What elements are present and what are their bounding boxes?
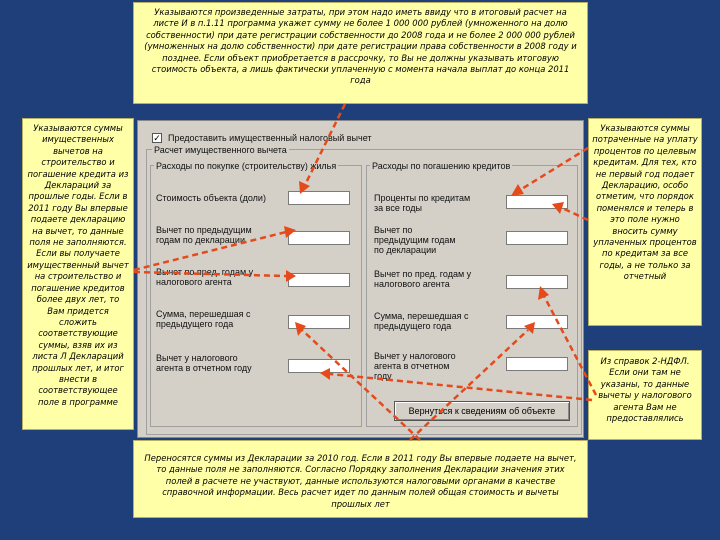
note-left: Указываются суммы имущественных вычетов на строительство и погашение кредита из Деклараций за прошлые годы. Если в 2011 году Вы впервые подаете декларацию на вычет, то данные поля не заполняются. Если вы получаете имущественный вычет на строительство и погашение кредитов более двух лет, то Вам придется сложить соответствующие суммы, взяв их из листа Л Деклараций прошлых лет, и итог внести в соответствующее поле в программе xyxy=(22,118,134,430)
carryover-sum-label: Сумма, перешедшая с предыдущего года xyxy=(156,309,251,329)
purchase-expenses-title: Расходы по покупке (строительству) жилья xyxy=(156,161,337,171)
loan-prev-agent-label: Вычет по пред. годам у налогового агента xyxy=(374,269,472,289)
loan-interest-label: Проценты по кредитам за все годы xyxy=(374,193,471,213)
deduction-checkbox-label: Предоставить имущественный налоговый вычет xyxy=(168,133,372,143)
prev-years-agent-input[interactable] xyxy=(288,273,350,287)
loan-carryover-input[interactable] xyxy=(506,315,568,329)
note-right-top: Указываются суммы потраченные на уплату процентов по целевым кредитам. Для тех, кто не первый год подает Декларацию, особо отметим, что порядок поменялся и теперь в это поле нужно вносить сумму уплаченных процентов по кредитам за все годы, а не только за отчетный xyxy=(588,118,702,326)
deduction-checkbox[interactable]: ✓ xyxy=(153,133,161,143)
note-bottom: Переносятся суммы из Декларации за 2010 год. Если в 2011 году Вы впервые подаете на вычет, то данные поля не заполняются. Согласно Порядку заполнения Декларации значения этих полей в расчете не участвуют, данные используются налоговыми органами в качестве справочной информации. Весь расчет идет по данным полей общая стоимость и вычеты прошлых лет xyxy=(133,440,588,518)
agent-current-year-input[interactable] xyxy=(288,359,350,373)
note-top: Указываются произведенные затраты, при этом надо иметь ввиду что в итоговый расчет на листе И в п.1.11 программа укажет сумму не более 1 000 000 рублей (умноженного на долю собственности) при дате регистрации собственности до 2008 года и не более 2 000 000 рублей (умноженных на долю собственности) при дате регистрации права собственности в 2008 году и позднее. Если объект приобретается в рассрочку, то Вы не должны указывать итоговую стоимость объекта, а лишь фактически уплаченную с момента начала выплат до конца 2011 года xyxy=(133,2,588,104)
form-window xyxy=(137,120,584,438)
carryover-sum-input[interactable] xyxy=(288,315,350,329)
loan-carryover-label: Сумма, перешедшая с предыдущего года xyxy=(374,311,469,331)
object-cost-input[interactable] xyxy=(288,191,350,205)
object-cost-label: Стоимость объекта (доли) xyxy=(156,193,266,203)
prev-years-declaration-input[interactable] xyxy=(288,231,350,245)
loan-prev-agent-input[interactable] xyxy=(506,275,568,289)
deduction-group-title: Расчет имущественного вычета xyxy=(154,145,287,155)
loan-expenses-title: Расходы по погашению кредитов xyxy=(372,161,511,171)
loan-agent-current-input[interactable] xyxy=(506,357,568,371)
prev-years-agent-label: Вычет по пред. годам у налогового агента xyxy=(156,267,254,287)
agent-current-year-label: Вычет у налогового агента в отчетном году xyxy=(156,353,252,373)
back-to-object-button[interactable]: Вернуться к сведениям об объекте xyxy=(394,401,570,421)
loan-interest-input[interactable] xyxy=(506,195,568,209)
note-right-bottom: Из справок 2-НДФЛ. Если они там не указаны, то данные вычеты у налогового агента Вам не предоставлялись xyxy=(588,350,702,440)
loan-prev-declaration-label: Вычет по предыдущим годам по декларации xyxy=(374,225,456,255)
prev-years-declaration-label: Вычет по предыдущим годам по декларации xyxy=(156,225,252,245)
loan-prev-declaration-input[interactable] xyxy=(506,231,568,245)
loan-agent-current-label: Вычет у налогового агента в отчетном году xyxy=(374,351,456,381)
